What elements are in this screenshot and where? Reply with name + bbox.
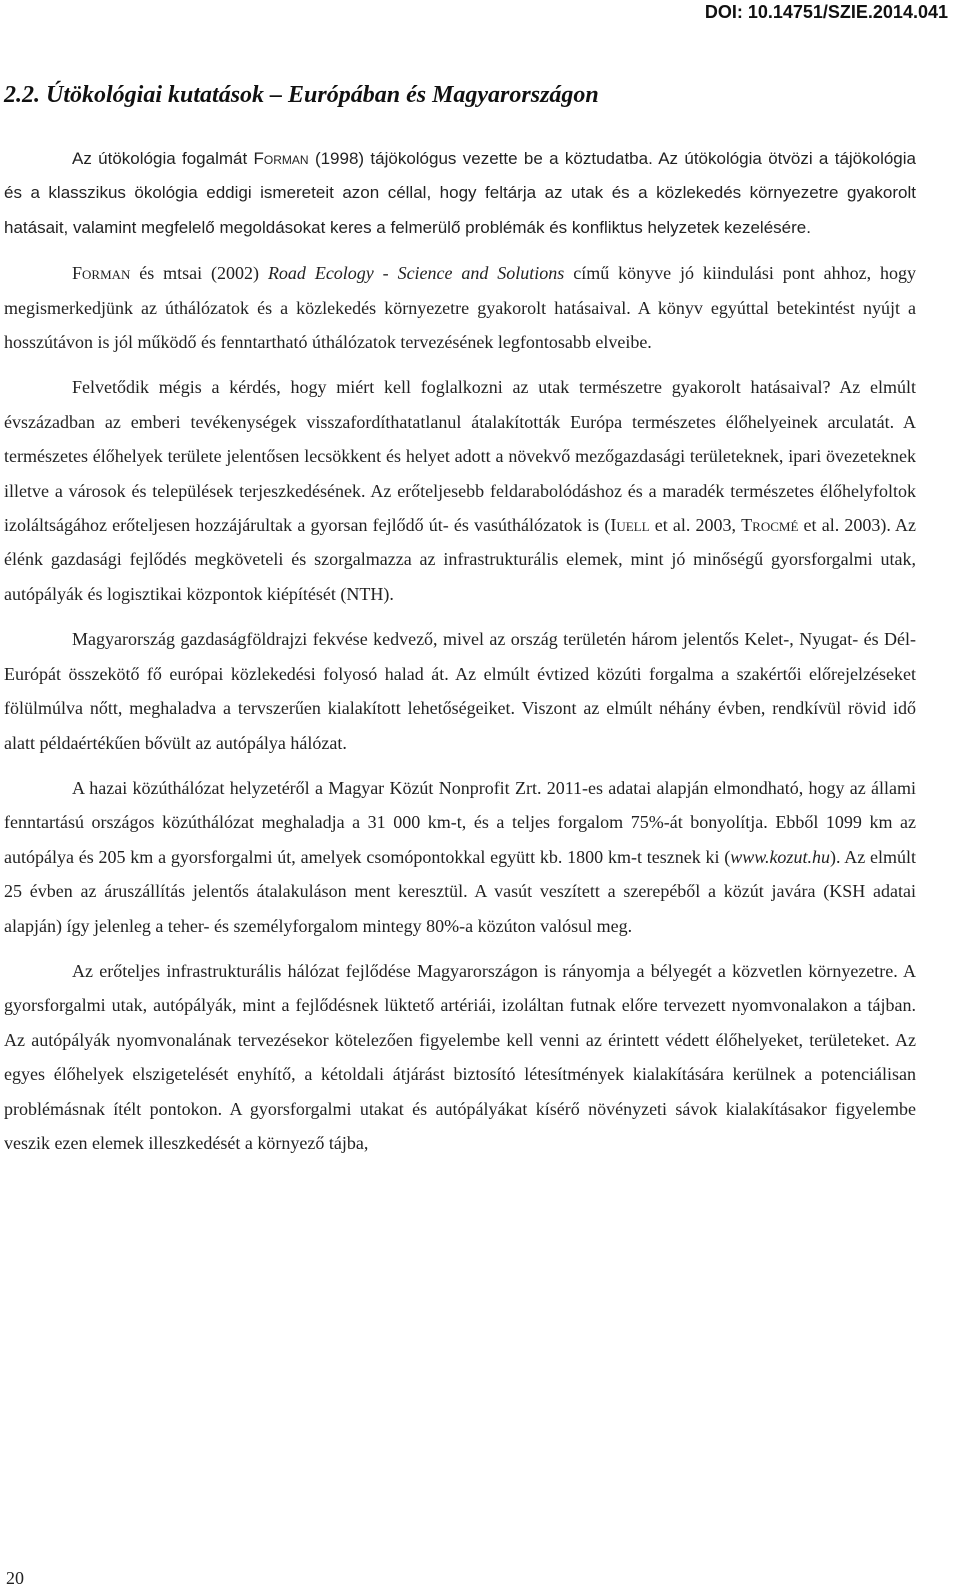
website-link[interactable]: www.kozut.hu bbox=[730, 846, 830, 867]
author-forman: Forman bbox=[72, 263, 131, 284]
doi-header: DOI: 10.14751/SZIE.2014.041 bbox=[704, 2, 948, 22]
p3-text-b: et al. 2003, bbox=[649, 515, 742, 536]
p3-text-c: et al. 2003). Az élénk gazdasági fejlődés megköveteli és szorgalmazza az infrastrukturális elemek, mint jó minőségű gyorsforgalmi utak, autópályák és logisztikai központok kiépítését (NTH). bbox=[4, 515, 916, 604]
paragraph-1 bbox=[4, 142, 916, 245]
p5-text-a: A hazai közúthálózat helyzetéről a Magyar Közút Nonprofit Zrt. 2011-es adatai alapján elmondható, hogy az állami fenntartású országos közúthálózat meghaladja a 31 000 km-t, és a teljes forgalom 75%-át bonyolítja. Ebből 1099 km az autópálya és 205 km a gyorsforgalmi út, amelyek csomópontokkal együtt kb. 1800 km-t tesznek ki ( bbox=[4, 777, 916, 867]
paragraph-4: Magyarország gazdaságföldrajzi fekvése kedvező, mivel az ország területén három jelentős Kelet-, Nyugat- és Dél-Európát összekötő fő európai közlekedési folyosó halad át. Az elmúlt évtized közúti forgalma a szakértői előrejelzéseket fölülmúlva nőtt, meghaladva a tervszerűen kialakított lehetőségeiket. Viszont az elmúlt néhány évben, rendkívül rövid idő alatt példaértékűen bővült az autópálya hálózat. bbox=[4, 629, 916, 753]
p1-text-a: Az útökológia fogalmát bbox=[72, 149, 254, 168]
paragraph-2 bbox=[4, 256, 916, 359]
p3-text-a: Felvetődik mégis a kérdés, hogy miért kell foglalkozni az utak természetre gyakorolt hatásaival? Az elmúlt évszázadban az emberi tevékenységek visszafordíthatatlanul átalakították Európa természetes élőhelyeinek arculatát. A természetes élőhelyek területe jelentősen lecsökkent és helyet adott a növekvő mezőgazdasági területeknek, ipari övezeteknek illetve a városok és települések terjeszkedésének. Az erőteljesebb feldarabolódáshoz és a maradék természetes élőhelyfoltok izoláltságához erőteljesen hozzájárultak a gyorsan fejlődő út- és vasúthálózatok is ( bbox=[4, 377, 916, 536]
p5-text-b: ). Az elmúlt 25 évben az áruszállítás jelentős átalakuláson ment keresztül. A vasút veszített a szerepéből a közút javára (KSH adatai alapján) így jelenleg a teher- és személyforgalom mintegy 80%-a közúton valósul meg. bbox=[4, 846, 916, 936]
book-title: Road Ecology - Science and Solutions bbox=[267, 263, 565, 284]
section-heading: 2.2. Útökológiai kutatások – Európában és Magyarországon bbox=[4, 82, 599, 108]
body-text bbox=[4, 142, 916, 1171]
p1-text-b: (1998) tájökológus vezette be a köztudatba. Az útökológia ötvözi a tájökológia és a klasszikus ökológia eddigi ismereteit azon céllal, hogy feltárja az utak és a közlekedés környezetre gyakorolt hatásait, valamint megfelelő megoldásokat keres a felmerülő problémák és konfliktus helyzetek kezelésére. bbox=[4, 149, 916, 237]
author-trocme: Trocmé bbox=[741, 515, 799, 536]
p2-text-a: és mtsai (2002) bbox=[130, 263, 268, 284]
author-forman: Forman bbox=[253, 149, 309, 168]
page-number: 20 bbox=[6, 1568, 24, 1588]
p2-text-b: című könyve jó kiindulási pont ahhoz, hogy megismerkedjünk az úthálózatok és a közlekedés környezetre gyakorolt hatásaival. A könyv egyúttal betekintést nyújt a hosszútávon is jól működő és fenntartható úthálózatok tervezésének legfontosabb elveibe. bbox=[4, 263, 916, 353]
paragraph-3 bbox=[4, 370, 916, 611]
paragraph-5 bbox=[4, 771, 916, 943]
paragraph-6: Az erőteljes infrastrukturális hálózat fejlődése Magyarországon is rányomja a bélyegét a közvetlen környezetre. A gyorsforgalmi utak, autópályák, mint a fejlődésnek lüktető artériái, izoláltan futnak előre tervezett nyomvonalakon a tájban. Az autópályák nyomvonalának tervezésekor kötelezően figyelembe kell venni az érintett védett élőhelyeket, területeket. Az egyes élőhelyek elszigetelését enyhítő, a kétoldali átjárást biztosító létesítmények kialakítására kerülnek a potenciálisan problémásnak ítélt pontokon. A gyorsforgalmi utakat és autópályákat kísérő növényzeti sávok kialakításakor figyelembe veszik ezen elemek illeszkedését a környező tájba, bbox=[4, 960, 916, 1153]
author-iuell: Iuell bbox=[610, 515, 650, 536]
